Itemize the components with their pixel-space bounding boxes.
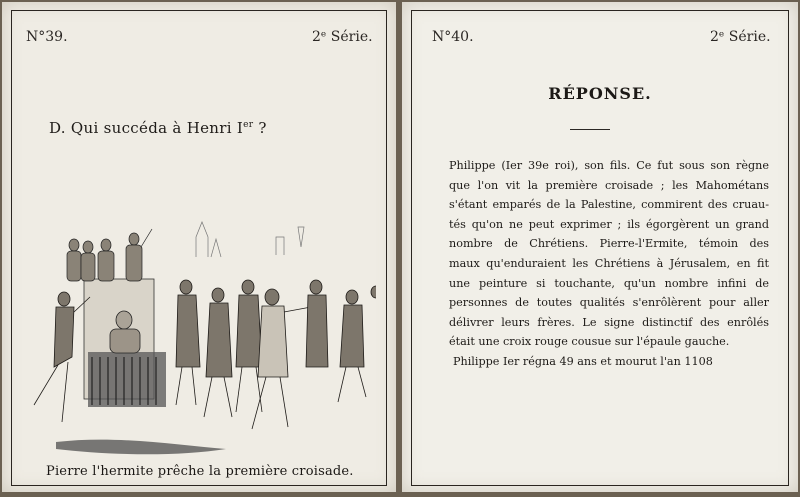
illustration-caption: Pierre l'hermite prêche la première croisade. — [46, 464, 354, 479]
answer-line: que l'on vit la première croisade ; les Mahométans — [449, 178, 769, 192]
question-text: D. Qui succéda à Henri Ier ? — [49, 119, 267, 137]
answer-line: nombre de Chrétiens. Pierre-l'Ermite, témoin des — [449, 237, 769, 251]
question-card — [2, 2, 396, 492]
answer-line: délivrer leurs frères. Le signe distinctif des enrôlés — [449, 315, 769, 329]
engraving-illustration — [26, 217, 376, 467]
card-number: N°39. — [26, 29, 68, 45]
series-label: 2ᵉ Série. — [710, 29, 771, 45]
answer-card — [402, 2, 798, 492]
answer-line: tés qu'on ne peut exprimer ; ils égorgèrent un grand — [449, 217, 769, 231]
card-number: N°40. — [432, 29, 474, 45]
answer-line: s'étant emparés de la Palestine, commirent des cruau- — [449, 198, 769, 212]
answer-text — [449, 156, 769, 372]
answer-line: une peinture si touchante, qu'un nombre infini de — [449, 276, 769, 290]
answer-line: Philippe Ier régna 49 ans et mourut l'an 1108 — [453, 354, 713, 368]
answer-line: maux qu'enduraient les Chrétiens à Jérusalem, en fit — [449, 256, 769, 270]
answer-title: RÉPONSE. — [548, 84, 652, 103]
answer-line: était une croix rouge cousue sur l'épaule gauche. — [449, 335, 730, 349]
answer-line: personnes de toutes qualités s'enrôlèrent pour aller — [449, 296, 769, 310]
series-label: 2ᵉ Série. — [312, 29, 373, 45]
title-rule — [570, 129, 610, 130]
answer-line: Philippe (Ier 39e roi), son fils. Ce fut sous son règne — [449, 159, 769, 172]
